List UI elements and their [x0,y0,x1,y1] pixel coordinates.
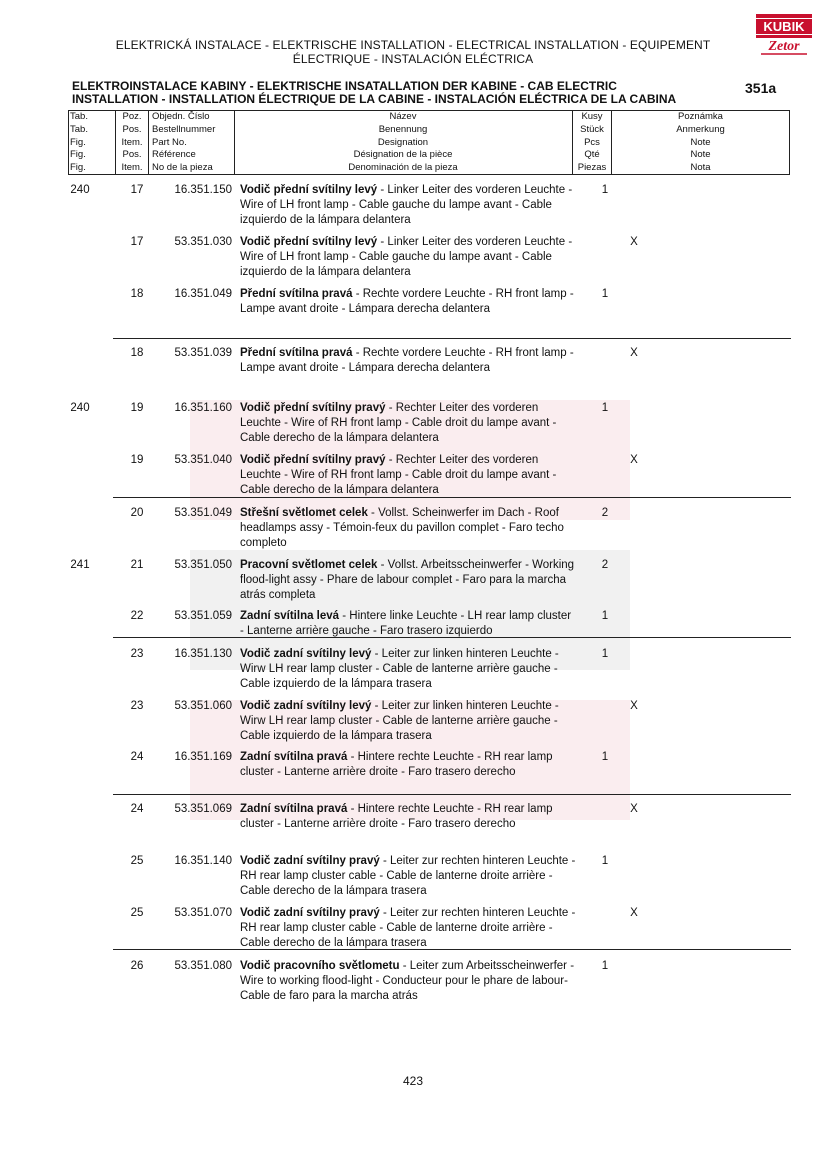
group-separator [113,497,791,498]
row-note: X [630,907,638,919]
row-description-translations: - Leiter zur rechten hinteren Leuchte - RH rear lamp cluster cable - Cable de lanterne droite arrière - Cable derecho de la lámpara trasera [240,855,576,897]
row-description [240,401,576,446]
header-divider [234,110,235,175]
row-note: X [630,803,638,815]
document-title [0,38,826,66]
section-title-line2: INSTALLATION - INSTALLATION ÉLECTRIQUE DE LA CABINE - INSTALACIÓN ELÉCTRICA DE LA CABINA [72,92,677,106]
row-part-number: 53.351.080 [174,960,232,972]
row-description-czech: Střešní světlomet celek [240,507,368,519]
row-part-number: 16.351.169 [174,751,232,763]
row-description [240,346,576,376]
row-description [240,699,576,744]
row-position: 25 [130,907,144,919]
row-note: X [630,236,638,248]
row-description-czech: Vodič zadní svítilny pravý [240,907,380,919]
row-description-czech: Zadní svítilna pravá [240,803,348,815]
row-description [240,287,576,317]
row-part-number: 16.351.150 [174,184,232,196]
row-position: 25 [130,855,144,867]
row-quantity: 2 [601,507,609,519]
row-part-number: 53.351.049 [174,507,232,519]
row-part-number: 53.351.069 [174,803,232,815]
row-description-czech: Vodič zadní svítilny levý [240,700,372,712]
row-note: X [630,347,638,359]
kubik-zetor-logo [755,12,813,60]
row-part-number: 53.351.040 [174,454,232,466]
section-title [72,80,752,106]
row-quantity: 2 [601,559,609,571]
row-position: 17 [130,236,144,248]
row-description [240,959,576,1004]
page-code: 351a [745,80,777,96]
row-description-translations: - Leiter zum Arbeitsscheinwerfer - Wire to working flood-light - Conducteur pour le phare de labour- Cable de faro para la marcha atrás [240,960,575,1002]
document-title-line2: ÉLECTRIQUE - INSTALACIÓN ELÉCTRICA [292,52,534,66]
row-quantity: 1 [601,610,609,622]
row-description-translations: - Hintere linke Leuchte - LH rear lamp cluster - Lanterne arrière gauche - Faro trasero izquierdo [240,610,572,637]
row-quantity: 1 [601,751,609,763]
row-position: 21 [130,559,144,571]
row-description-translations: - Vollst. Scheinwerfer im Dach - Roof headlamps assy - Témoin-feux du pavillon complet - Faro techo completo [240,507,564,549]
row-quantity: 1 [601,855,609,867]
row-description-czech: Přední svítilna pravá [240,288,353,300]
row-part-number: 16.351.130 [174,648,232,660]
row-quantity: 1 [601,402,609,414]
row-part-number: 53.351.039 [174,347,232,359]
row-position: 19 [130,454,144,466]
section-title-line1: ELEKTROINSTALACE KABINY - ELEKTRISCHE INSATALLATION DER KABINE - CAB ELECTRIC [72,79,617,93]
row-description [240,183,576,228]
row-part-number: 53.351.060 [174,700,232,712]
row-description [240,802,576,832]
row-description [240,854,576,899]
row-description-translations: - Linker Leiter des vorderen Leuchte - Wire of LH front lamp - Cable gauche du lampe avant - Cable izquierdo de la lámpara delantera [240,184,573,226]
row-description-czech: Zadní svítilna levá [240,610,340,622]
row-description [240,558,576,603]
row-description-czech: Přední svítilna pravá [240,347,353,359]
column-header-qty: Kusy Stück Pcs Qté Piezas [577,111,607,174]
row-description [240,453,576,498]
row-position: 23 [130,648,144,660]
row-part-number: 16.351.160 [174,402,232,414]
row-note: X [630,700,638,712]
row-part-number: 53.351.070 [174,907,232,919]
row-description [240,235,576,280]
row-description [240,506,576,551]
row-position: 26 [130,960,144,972]
row-description-czech: Zadní svítilna pravá [240,751,348,763]
header-divider [68,110,69,175]
row-note: X [630,454,638,466]
row-position: 24 [130,803,144,815]
row-tab: 240 [70,402,90,414]
column-header-tab: Tab. Tab. Fig. Fig. Fig. [70,111,88,174]
group-separator [113,637,791,638]
row-position: 23 [130,700,144,712]
row-description-translations: - Leiter zur rechten hinteren Leuchte - RH rear lamp cluster cable - Cable de lanterne droite arrière - Cable derecho de la lámpara trasera [240,907,576,949]
row-description-czech: Vodič přední svítilny pravý [240,402,386,414]
header-divider [148,110,149,175]
row-tab: 241 [70,559,90,571]
group-separator [113,794,791,795]
logo-text-bottom: Zetor [768,39,800,54]
row-quantity: 1 [601,960,609,972]
row-description-translations: - Rechter Leiter des vorderen Leuchte - Wire of RH front lamp - Cable droit du lampe avant - Cable derecho de la lámpara delantera [240,454,557,496]
row-position: 18 [130,347,144,359]
row-part-number: 16.351.049 [174,288,232,300]
logo-text-top: KUBIK [763,19,805,34]
row-quantity: 1 [601,648,609,660]
row-position: 22 [130,610,144,622]
row-description-translations: - Hintere rechte Leuchte - RH rear lamp cluster - Lanterne arrière droite - Faro trasero derecho [240,803,553,830]
row-description-translations: - Vollst. Arbeitsscheinwerfer - Working flood-light assy - Phare de labour complet - Faro para la marcha atrás completa [240,559,575,601]
row-quantity: 1 [601,184,609,196]
row-part-number: 53.351.050 [174,559,232,571]
column-header-name: Název Benennung Designation Désignation de la pièce Denominación de la pieza [348,111,458,174]
row-part-number: 53.351.030 [174,236,232,248]
page-number: 423 [402,1074,424,1088]
row-description-translations: - Rechte vordere Leuchte - RH front lamp - Lampe avant droite - Lámpara derecha delantera [240,288,574,315]
row-description-czech: Vodič přední svítilny levý [240,236,378,248]
row-description-translations: - Rechter Leiter des vorderen Leuchte - Wire of RH front lamp - Cable droit du lampe avant - Cable derecho de la lámpara delantera [240,402,557,444]
row-description-czech: Vodič zadní svítilny levý [240,648,372,660]
row-description-czech: Pracovní světlomet celek [240,559,378,571]
row-description [240,750,576,780]
row-description-czech: Vodič přední svítilny levý [240,184,378,196]
row-position: 24 [130,751,144,763]
row-position: 17 [130,184,144,196]
column-header-part: Objedn. Číslo Bestellnummer Part No. Référence No de la pieza [152,111,216,174]
column-header-note: Poznámka Anmerkung Note Note Nota [676,111,725,174]
row-description-translations: - Leiter zur linken hinteren Leuchte - Wirw LH rear lamp cluster - Cable de lanterne arrière gauche - Cable izquierdo de la lámpara trasera [240,700,559,742]
row-description-czech: Vodič přední svítilny pravý [240,454,386,466]
row-part-number: 16.351.140 [174,855,232,867]
row-description-czech: Vodič zadní svítilny pravý [240,855,380,867]
row-part-number: 53.351.059 [174,610,232,622]
row-description-translations: - Leiter zur linken hinteren Leuchte - Wirw LH rear lamp cluster - Cable de lanterne arrière gauche - Cable izquierdo de la lámpara trasera [240,648,559,690]
group-separator [113,949,791,950]
row-position: 19 [130,402,144,414]
row-description [240,906,576,951]
row-description-czech: Vodič pracovního světlometu [240,960,400,972]
column-header-pos: Poz. Pos. Item. Pos. Item. [121,111,143,174]
row-description-translations: - Rechte vordere Leuchte - RH front lamp - Lampe avant droite - Lámpara derecha delantera [240,347,574,374]
document-title-line1: ELEKTRICKÁ INSTALACE - ELEKTRISCHE INSTALLATION - ELECTRICAL INSTALLATION - EQUIPEMENT [115,38,711,52]
row-description-translations: - Linker Leiter des vorderen Leuchte - Wire of LH front lamp - Cable gauche du lampe avant - Cable izquierdo de la lámpara delantera [240,236,573,278]
row-tab: 240 [70,184,90,196]
row-description-translations: - Hintere rechte Leuchte - RH rear lamp cluster - Lanterne arrière droite - Faro trasero derecho [240,751,553,778]
row-description [240,609,576,639]
header-divider [789,110,790,175]
row-description [240,647,576,692]
row-position: 20 [130,507,144,519]
row-quantity: 1 [601,288,609,300]
row-position: 18 [130,288,144,300]
group-separator [113,338,791,339]
